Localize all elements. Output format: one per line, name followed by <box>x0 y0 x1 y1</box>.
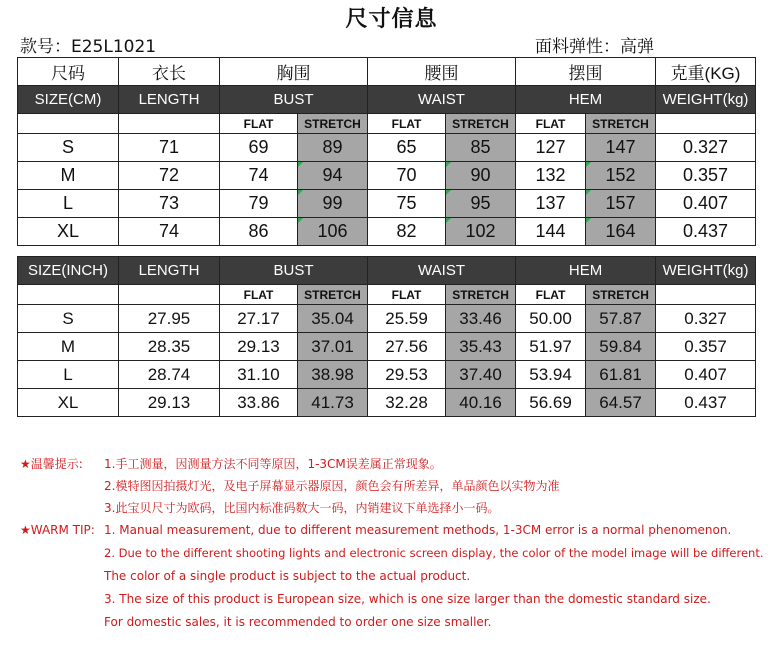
cell-bust-stretch: 89 <box>298 134 368 162</box>
cell-length: 73 <box>119 190 220 218</box>
warm-tip-cn-line: 1.手工测量，因测量方法不同等原因，1-3CM误差属正常现象。 <box>104 457 442 471</box>
cell-size: L <box>18 190 119 218</box>
sub-header-flat: FLAT <box>220 285 298 305</box>
cell-length: 29.13 <box>119 389 220 417</box>
sub-header-stretch: STRETCH <box>446 285 516 305</box>
warm-tip-en-line: 2. Due to the different shooting lights and electronic screen display, the color of the model image will be different. <box>104 546 764 560</box>
cell-waist-stretch: 102 <box>446 218 516 246</box>
cell-weight: 0.357 <box>656 162 756 190</box>
cell-size: S <box>18 134 119 162</box>
sub-header-stretch: STRETCH <box>298 285 368 305</box>
table-row <box>18 162 756 190</box>
cell-hem-stretch: 61.81 <box>586 361 656 389</box>
cell-size: S <box>18 305 119 333</box>
cell-length: 71 <box>119 134 220 162</box>
header-size-cn: 尺码 <box>18 58 119 86</box>
header-bust: BUST <box>220 86 368 114</box>
header-waist: WAIST <box>368 257 516 285</box>
cell-hem-flat: 50.00 <box>516 305 586 333</box>
cell-waist-flat: 27.56 <box>368 333 446 361</box>
cell-length: 28.74 <box>119 361 220 389</box>
cell-hem-stretch: 59.84 <box>586 333 656 361</box>
cn-header-row <box>18 58 756 86</box>
cell-waist-stretch: 37.40 <box>446 361 516 389</box>
cell-hem-stretch: 164 <box>586 218 656 246</box>
header-bust-cn: 胸围 <box>220 58 368 86</box>
warm-tip-cn-line: 3.此宝贝尺寸为欧码，比国内标准码数大一码，内销建议下单选择小一码。 <box>104 501 500 515</box>
header-weight-cn: 克重(KG) <box>656 58 756 86</box>
cell-bust-stretch: 94 <box>298 162 368 190</box>
cell-waist-flat: 25.59 <box>368 305 446 333</box>
sub-header-flat: FLAT <box>220 114 298 134</box>
table-row <box>18 389 756 417</box>
header-weight: WEIGHT(kg) <box>656 86 756 114</box>
header-waist-cn: 腰围 <box>368 58 516 86</box>
cell-length: 27.95 <box>119 305 220 333</box>
header-size: SIZE(CM) <box>18 86 119 114</box>
sub-header-flat: FLAT <box>516 114 586 134</box>
size-table-inch <box>17 256 756 417</box>
cell-bust-stretch: 38.98 <box>298 361 368 389</box>
cell-bust-flat: 31.10 <box>220 361 298 389</box>
cell-waist-stretch: 85 <box>446 134 516 162</box>
cell-size: M <box>18 162 119 190</box>
sub-header-empty <box>18 114 119 134</box>
cell-bust-flat: 33.86 <box>220 389 298 417</box>
cell-bust-flat: 86 <box>220 218 298 246</box>
cell-length: 74 <box>119 218 220 246</box>
cell-waist-flat: 29.53 <box>368 361 446 389</box>
cell-bust-stretch: 99 <box>298 190 368 218</box>
table-row <box>18 190 756 218</box>
warm-tip-en-line: 3. The size of this product is European size, which is one size larger than the domestic standard size. <box>104 592 711 606</box>
sub-header-stretch: STRETCH <box>446 114 516 134</box>
sub-header-row <box>18 114 756 134</box>
cell-size: XL <box>18 389 119 417</box>
cell-waist-flat: 75 <box>368 190 446 218</box>
cell-waist-flat: 82 <box>368 218 446 246</box>
cell-waist-flat: 32.28 <box>368 389 446 417</box>
table-row <box>18 305 756 333</box>
cell-weight: 0.437 <box>656 218 756 246</box>
page-title: 尺寸信息 <box>345 7 438 32</box>
cell-length: 28.35 <box>119 333 220 361</box>
cell-size: XL <box>18 218 119 246</box>
header-hem: HEM <box>516 86 656 114</box>
cell-hem-stretch: 64.57 <box>586 389 656 417</box>
cell-hem-flat: 144 <box>516 218 586 246</box>
sub-header-empty <box>656 285 756 305</box>
sub-header-flat: FLAT <box>368 114 446 134</box>
cell-hem-stretch: 152 <box>586 162 656 190</box>
table-row <box>18 218 756 246</box>
cell-hem-flat: 53.94 <box>516 361 586 389</box>
header-weight: WEIGHT(kg) <box>656 257 756 285</box>
warm-tip-en-label: ★WARM TIP: <box>20 523 95 537</box>
header-bust: BUST <box>220 257 368 285</box>
cell-hem-flat: 56.69 <box>516 389 586 417</box>
cell-hem-stretch: 147 <box>586 134 656 162</box>
header-length: LENGTH <box>119 257 220 285</box>
sub-header-stretch: STRETCH <box>586 114 656 134</box>
cell-bust-stretch: 41.73 <box>298 389 368 417</box>
cell-hem-flat: 137 <box>516 190 586 218</box>
cell-bust-flat: 69 <box>220 134 298 162</box>
sub-header-empty <box>119 285 220 305</box>
cell-waist-stretch: 90 <box>446 162 516 190</box>
sub-header-stretch: STRETCH <box>298 114 368 134</box>
sub-header-flat: FLAT <box>368 285 446 305</box>
cell-weight: 0.437 <box>656 389 756 417</box>
header-size: SIZE(INCH) <box>18 257 119 285</box>
cell-bust-stretch: 37.01 <box>298 333 368 361</box>
cell-hem-stretch: 157 <box>586 190 656 218</box>
size-table-cm <box>17 57 756 246</box>
sub-header-empty <box>119 114 220 134</box>
header-length: LENGTH <box>119 86 220 114</box>
cell-hem-flat: 51.97 <box>516 333 586 361</box>
cell-bust-flat: 74 <box>220 162 298 190</box>
cell-bust-stretch: 106 <box>298 218 368 246</box>
warm-tip-cn-line: 2.模特图因拍摄灯光，及电子屏幕显示器原因，颜色会有所差异，单品颜色以实物为准 <box>104 479 560 493</box>
en-header-row <box>18 257 756 285</box>
cell-weight: 0.327 <box>656 305 756 333</box>
warm-tip-en-line: The color of a single product is subject to the actual product. <box>104 569 471 583</box>
cell-size: M <box>18 333 119 361</box>
header-waist: WAIST <box>368 86 516 114</box>
cell-bust-flat: 27.17 <box>220 305 298 333</box>
cell-bust-stretch: 35.04 <box>298 305 368 333</box>
sub-header-row <box>18 285 756 305</box>
sub-header-stretch: STRETCH <box>586 285 656 305</box>
warm-tip-cn-label: ★温馨提示: <box>20 457 83 471</box>
cell-weight: 0.407 <box>656 190 756 218</box>
cell-hem-flat: 127 <box>516 134 586 162</box>
cell-waist-stretch: 33.46 <box>446 305 516 333</box>
cell-waist-stretch: 35.43 <box>446 333 516 361</box>
sub-header-empty <box>18 285 119 305</box>
cell-weight: 0.357 <box>656 333 756 361</box>
table-row <box>18 333 756 361</box>
table-row <box>18 134 756 162</box>
cell-hem-flat: 132 <box>516 162 586 190</box>
cell-weight: 0.407 <box>656 361 756 389</box>
header-hem: HEM <box>516 257 656 285</box>
cell-waist-flat: 65 <box>368 134 446 162</box>
sub-header-empty <box>656 114 756 134</box>
warm-tip-en-line: 1. Manual measurement, due to different measurement methods, 1-3CM error is a normal phenomenon. <box>104 523 732 537</box>
table-row <box>18 361 756 389</box>
cell-waist-flat: 70 <box>368 162 446 190</box>
en-header-row <box>18 86 756 114</box>
fabric-elasticity: 面料弹性：高弹 <box>535 37 654 57</box>
cell-waist-stretch: 40.16 <box>446 389 516 417</box>
sub-header-flat: FLAT <box>516 285 586 305</box>
style-number: 款号：E25L1021 <box>20 37 157 57</box>
header-hem-cn: 摆围 <box>516 58 656 86</box>
warm-tip-en-line: For domestic sales, it is recommended to order one size smaller. <box>104 615 492 629</box>
cell-length: 72 <box>119 162 220 190</box>
cell-bust-flat: 79 <box>220 190 298 218</box>
cell-bust-flat: 29.13 <box>220 333 298 361</box>
cell-waist-stretch: 95 <box>446 190 516 218</box>
cell-weight: 0.327 <box>656 134 756 162</box>
cell-size: L <box>18 361 119 389</box>
header-length-cn: 衣长 <box>119 58 220 86</box>
cell-hem-stretch: 57.87 <box>586 305 656 333</box>
